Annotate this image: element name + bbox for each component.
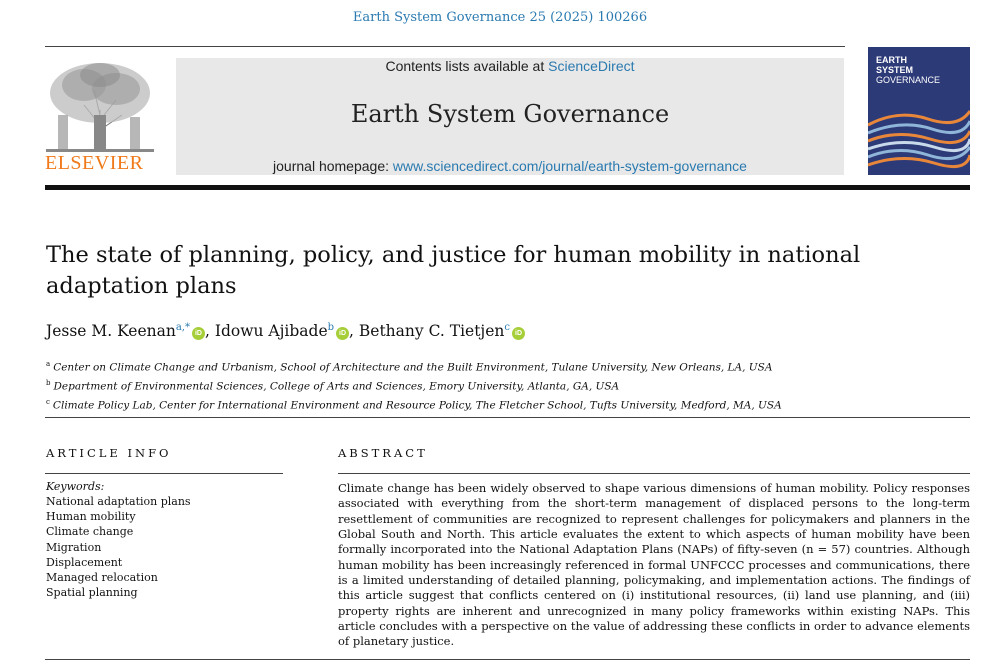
affiliation-text: Climate Policy Lab, Center for International Environment and Resource Policy, The Fletcher School, Tufts University, Medford, MA, USA xyxy=(52,399,782,412)
affiliation-mark: c xyxy=(46,398,50,406)
keyword-item[interactable]: National adaptation plans xyxy=(46,495,191,508)
author-name[interactable]: Bethany C. Tietjen xyxy=(358,322,505,341)
author-separator: , xyxy=(204,322,215,341)
homepage-prefix: journal homepage: xyxy=(273,158,393,174)
journal-cover-thumbnail[interactable] xyxy=(868,47,970,175)
journal-masthead xyxy=(176,58,844,175)
affiliations xyxy=(46,357,782,414)
affiliation-mark: a xyxy=(46,360,51,368)
elsevier-wordmark: ELSEVIER xyxy=(45,152,144,174)
author-separator: , xyxy=(349,322,359,341)
author-affiliation-mark[interactable]: a,* xyxy=(175,322,190,333)
cover-title-line: GOVERNANCE xyxy=(876,75,941,85)
cover-title-line: EARTH xyxy=(876,55,907,65)
keywords-label: Keywords: xyxy=(46,480,105,493)
contents-line xyxy=(176,58,844,74)
affiliation xyxy=(46,376,782,395)
keyword-item[interactable]: Managed relocation xyxy=(46,571,158,585)
keyword-item[interactable]: Spatial planning xyxy=(46,586,138,600)
keyword-item[interactable]: Human mobility xyxy=(46,510,136,524)
cover-title-line: SYSTEM xyxy=(876,65,914,75)
contents-prefix: Contents lists available at xyxy=(385,58,549,74)
keyword-item[interactable]: Displacement xyxy=(46,555,123,569)
sciencedirect-link[interactable]: ScienceDirect xyxy=(548,58,635,74)
abstract-text: Climate change has been widely observed to shape various dimensions of human mobility. Policy responses associated with everything from the short-term management of displaced persons to the long-term resettlement of communities are recognized to represent challenges for policymakers and planners in the Global South and North. This article evaluates the extent to which aspects of human mobility have been formally incorporated into the National Adaptation Plans (NAPs) of fifty-seven (n = 57) countries. Although human mobility has been increasingly referenced in formal UNFCCC processes and communications, there is a limited understanding of detailed planning, policymaking, and implementation actions. The findings of this article suggest that conflicts centered on (i) institutional resources, (ii) land use planning, and (iii) property rights are inherent and unrecognized in many policy frameworks within existing NAPs. This article concludes with a perspective on the value of addressing these conflicts in order to advance elements of planetary justice. xyxy=(338,481,970,649)
affiliation-text: Department of Environmental Sciences, College of Arts and Sciences, Emory University, Atlanta, GA, USA xyxy=(53,380,620,393)
cover-title xyxy=(876,55,940,85)
abstract-rule xyxy=(338,473,970,474)
journal-citation[interactable]: Earth System Governance 25 (2025) 100266 xyxy=(352,10,648,25)
homepage-line xyxy=(176,158,844,174)
keyword-item[interactable]: Climate change xyxy=(46,525,134,539)
author-affiliation-mark[interactable]: c xyxy=(504,322,511,333)
footer-divider xyxy=(45,659,970,660)
author-name[interactable]: Idowu Ajibade xyxy=(214,322,328,341)
section-divider xyxy=(45,417,970,418)
affiliation xyxy=(46,395,782,414)
article-info-rule xyxy=(45,473,283,474)
affiliation-mark: b xyxy=(46,379,51,387)
article-title: The state of planning, policy, and justice for human mobility in national adaptation plans xyxy=(46,242,861,299)
abstract-heading: ABSTRACT xyxy=(338,446,428,460)
author-name[interactable]: Jesse M. Keenan xyxy=(46,322,176,341)
journal-title: Earth System Governance xyxy=(350,100,670,128)
orcid-icon[interactable]: iD xyxy=(336,327,349,340)
orcid-icon[interactable]: iD xyxy=(512,327,525,340)
journal-homepage-link[interactable]: www.sciencedirect.com/journal/earth-system-governance xyxy=(392,158,747,174)
orcid-icon[interactable]: iD xyxy=(192,327,205,340)
header-divider xyxy=(45,46,845,47)
author-list xyxy=(46,322,525,340)
header-bottom-rule xyxy=(45,185,970,190)
keyword-item[interactable]: Migration xyxy=(46,540,102,554)
affiliation-text: Center on Climate Change and Urbanism, School of Architecture and the Built Environment, Tulane University, New Orleans, LA, USA xyxy=(53,361,773,374)
keywords-list xyxy=(46,494,191,600)
author-affiliation-mark[interactable]: b xyxy=(327,322,335,333)
affiliation xyxy=(46,357,782,376)
article-info-heading: ARTICLE INFO xyxy=(46,446,172,460)
